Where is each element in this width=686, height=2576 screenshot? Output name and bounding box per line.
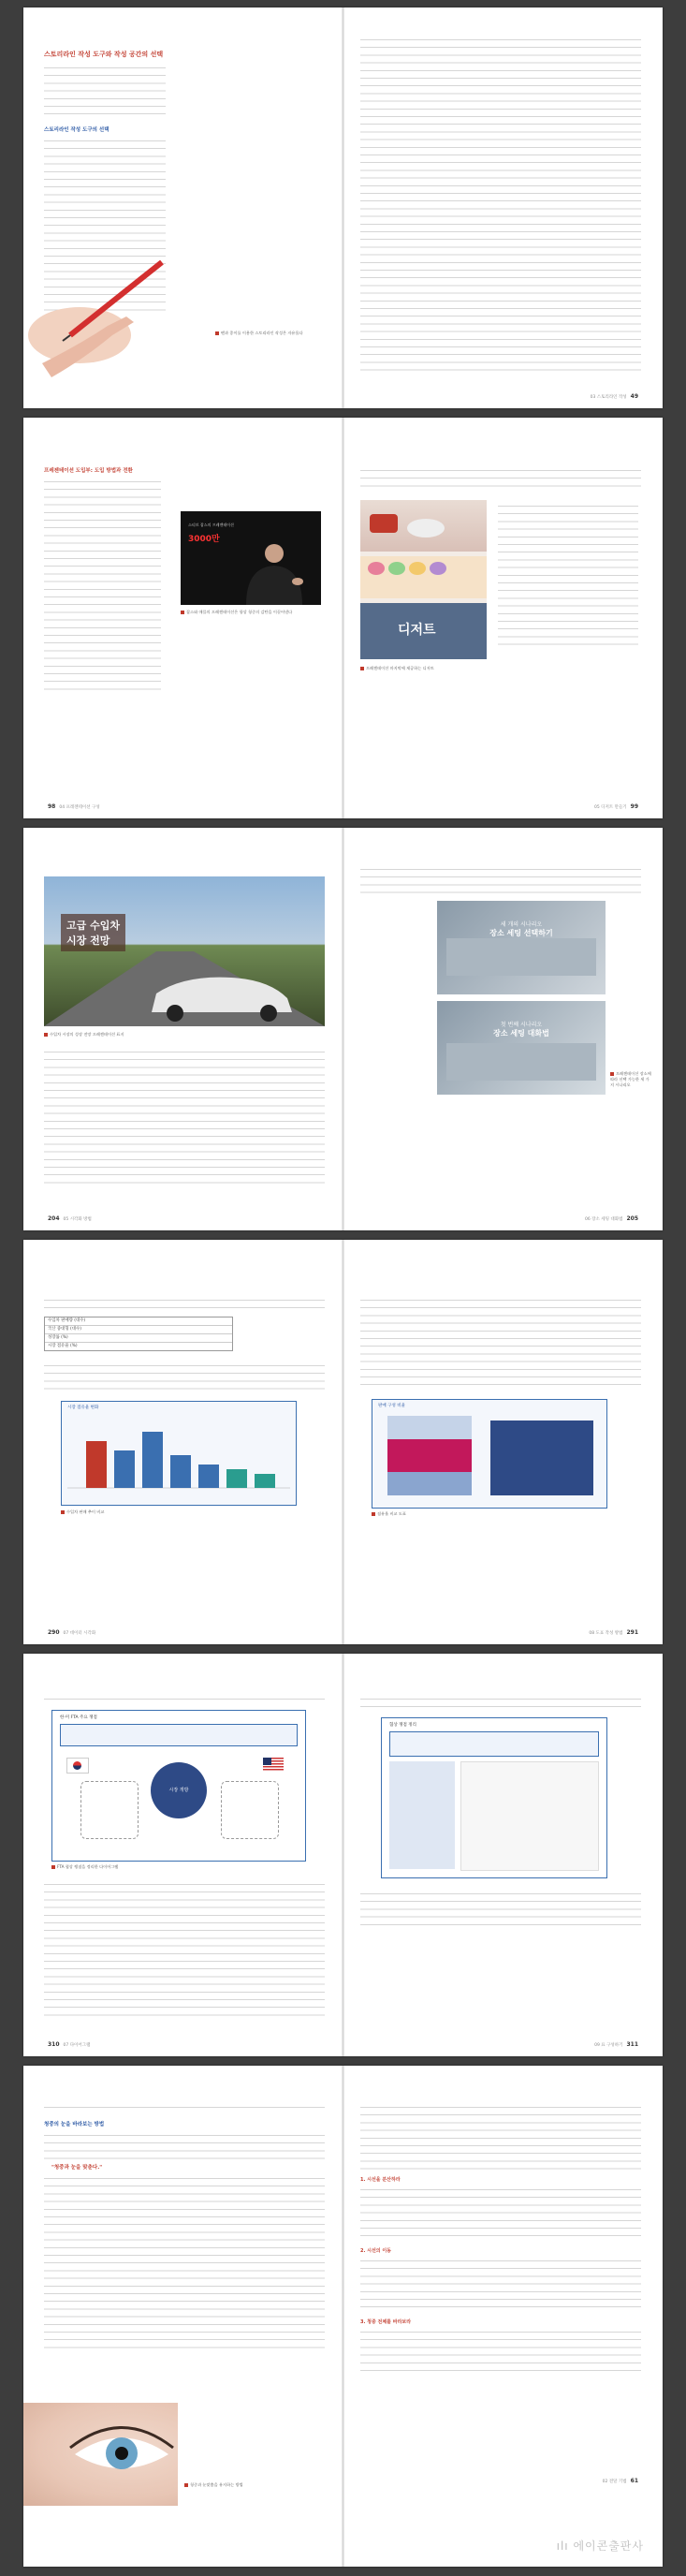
- page-left: [23, 828, 343, 1230]
- page-left: [23, 418, 343, 818]
- page-footer: 08 도표 작성 방법 291: [589, 1629, 638, 1636]
- section-heading: 스토리라인 작성 도구와 작성 공간의 선택: [44, 51, 164, 58]
- table-row: 수입차 판매량 (대수): [45, 1317, 232, 1326]
- body-text: [44, 1296, 325, 1313]
- car-title: 고급 수입차: [66, 920, 120, 932]
- car-subtitle: 시장 전망: [66, 935, 110, 947]
- section-heading: 프레젠테이션 도입부: 도입 방법과 전환: [44, 468, 133, 474]
- steve-jobs-photo: [181, 511, 321, 605]
- table-row: 성장률 (%): [45, 1334, 232, 1343]
- diagram-title: 한·미 FTA 주요 쟁점: [60, 1715, 97, 1720]
- chart-title: 시장 점유율 변화: [67, 1406, 99, 1410]
- theater-photo-2: [437, 1001, 606, 1095]
- spread-5: [23, 1654, 663, 2056]
- theater-text-1: 세 개의 시나리오: [500, 921, 543, 928]
- chart-frame: [372, 1399, 607, 1509]
- theater-text-4: 장소 세팅 대화법: [493, 1029, 549, 1038]
- body-text: [360, 1890, 641, 1927]
- theater-text-3: 첫 번째 시나리오: [500, 1022, 543, 1028]
- dessert-collage: [360, 500, 487, 659]
- page-footer: 06 장소 세팅 대화법 205: [585, 1215, 638, 1222]
- body-text: [44, 64, 166, 120]
- page-footer: 290 07 데이터 시각화: [48, 1629, 96, 1636]
- table-row: 국산 중대형 (대수): [45, 1326, 232, 1334]
- page-left: [23, 7, 343, 408]
- body-text: [360, 2328, 641, 2375]
- page-right: [343, 7, 663, 408]
- subheading: 2. 시선의 이동: [360, 2248, 392, 2254]
- body-text: [44, 1695, 325, 1704]
- page-footer: 09 표 구성하기 311: [594, 2041, 638, 2048]
- photo-caption: 수입차 시장의 성장 전망 프레젠테이션 표지: [44, 1032, 325, 1038]
- data-table: [44, 1317, 233, 1351]
- body-text: [360, 1296, 641, 1390]
- usa-flag-icon: [263, 1758, 284, 1772]
- body-text: [44, 478, 161, 693]
- spread-4: [23, 1240, 663, 1644]
- chart-title: 판매 구성 비율: [378, 1404, 405, 1408]
- publisher-logo: ılı 에이콘출판사: [556, 2539, 644, 2553]
- page-left: [23, 2066, 343, 2567]
- korea-flag-icon: [66, 1758, 89, 1774]
- page-left: [23, 1240, 343, 1644]
- body-text: [360, 36, 641, 373]
- photo-overlay-number: 3000만: [188, 535, 220, 544]
- page-footer: 03 스토리라인 작성 49: [590, 393, 638, 400]
- body-text: [360, 2186, 641, 2242]
- photo-caption: 잡스와 애플의 프레젠테이션은 항상 청중의 감탄을 이끌어낸다: [181, 610, 321, 615]
- page-left: [23, 1654, 343, 2056]
- body-text: [360, 2103, 641, 2171]
- body-text: [44, 2103, 325, 2112]
- subheading: 스토리라인 작성 도구의 선택: [44, 127, 109, 133]
- photo-overlay-text: 스티브 잡스의 프레젠테이션: [188, 523, 234, 527]
- table-row: 시장 점유율 (%): [48, 1344, 78, 1348]
- photo-caption: 청중과 눈맞춤을 유지하는 방법: [184, 2482, 315, 2488]
- diagram-frame: [51, 1710, 306, 1862]
- spread-6: [23, 2066, 663, 2567]
- photo-caption: 펜과 종이를 이용한 스토리라인 작성은 자유롭다: [215, 331, 328, 336]
- diagram-frame: [381, 1717, 607, 1878]
- body-text: [44, 2174, 325, 2352]
- car-photo: [44, 876, 325, 1026]
- photo-caption: 프레젠테이션 장소에 따라 선택 가능한 세 가지 시나리오: [610, 1071, 651, 1087]
- body-text: [360, 865, 641, 893]
- theater-text-2: 장소 세팅 선택하기: [489, 929, 553, 937]
- page-footer: 05 디저트 만들기 99: [593, 803, 638, 810]
- spread-2: [23, 418, 663, 818]
- page-right: [343, 1654, 663, 2056]
- page-footer: 204 05 시각화 방법: [48, 1215, 92, 1222]
- diagram-caption: FTA 협상 쟁점을 정리한 다이어그램: [51, 1864, 304, 1870]
- page-footer: 98 04 프레젠테이션 구성: [48, 803, 100, 810]
- chart-frame: [61, 1401, 297, 1506]
- page-right: [343, 418, 663, 818]
- chart-caption: 점유율 비교 도표: [372, 1511, 606, 1517]
- page-footer: 310 07 다이어그램: [48, 2041, 91, 2048]
- body-text: [360, 1695, 641, 1712]
- page-right: [343, 2066, 663, 2567]
- subheading: 1. 시선을 분산하라: [360, 2177, 401, 2183]
- body-text: [44, 1362, 325, 1390]
- spread-3: [23, 828, 663, 1230]
- center-circle: 시장 개방: [151, 1762, 207, 1818]
- page-footer: 02 전달 기법 61: [602, 2478, 638, 2484]
- theater-photo-1: [437, 901, 606, 994]
- subheading: 3. 청중 전체를 바라보라: [360, 2319, 412, 2325]
- chart-caption: 수입차 판매 추이 비교: [61, 1509, 295, 1515]
- logo-icon: ılı: [556, 2539, 574, 2553]
- pen-paper-photo: [23, 260, 164, 401]
- photo-caption: 프레젠테이션 마지막에 제공하는 디저트: [360, 666, 487, 671]
- body-text: [44, 1880, 325, 2021]
- diagram-title: 협상 쟁점 정리: [389, 1723, 416, 1728]
- page-right: [343, 828, 663, 1230]
- dessert-label: 디저트: [398, 623, 436, 638]
- body-text: [498, 502, 638, 652]
- quote: "청중과 눈을 맞춘다.": [51, 2165, 103, 2171]
- section-heading: 청중의 눈을 바라보는 방법: [44, 2122, 105, 2127]
- spread-1: [23, 7, 663, 408]
- body-text: [360, 466, 641, 489]
- body-text: [44, 2131, 325, 2159]
- eye-photo: [23, 2403, 178, 2506]
- body-text: [44, 1048, 325, 1188]
- body-text: [360, 2257, 641, 2313]
- page-right: [343, 1240, 663, 1644]
